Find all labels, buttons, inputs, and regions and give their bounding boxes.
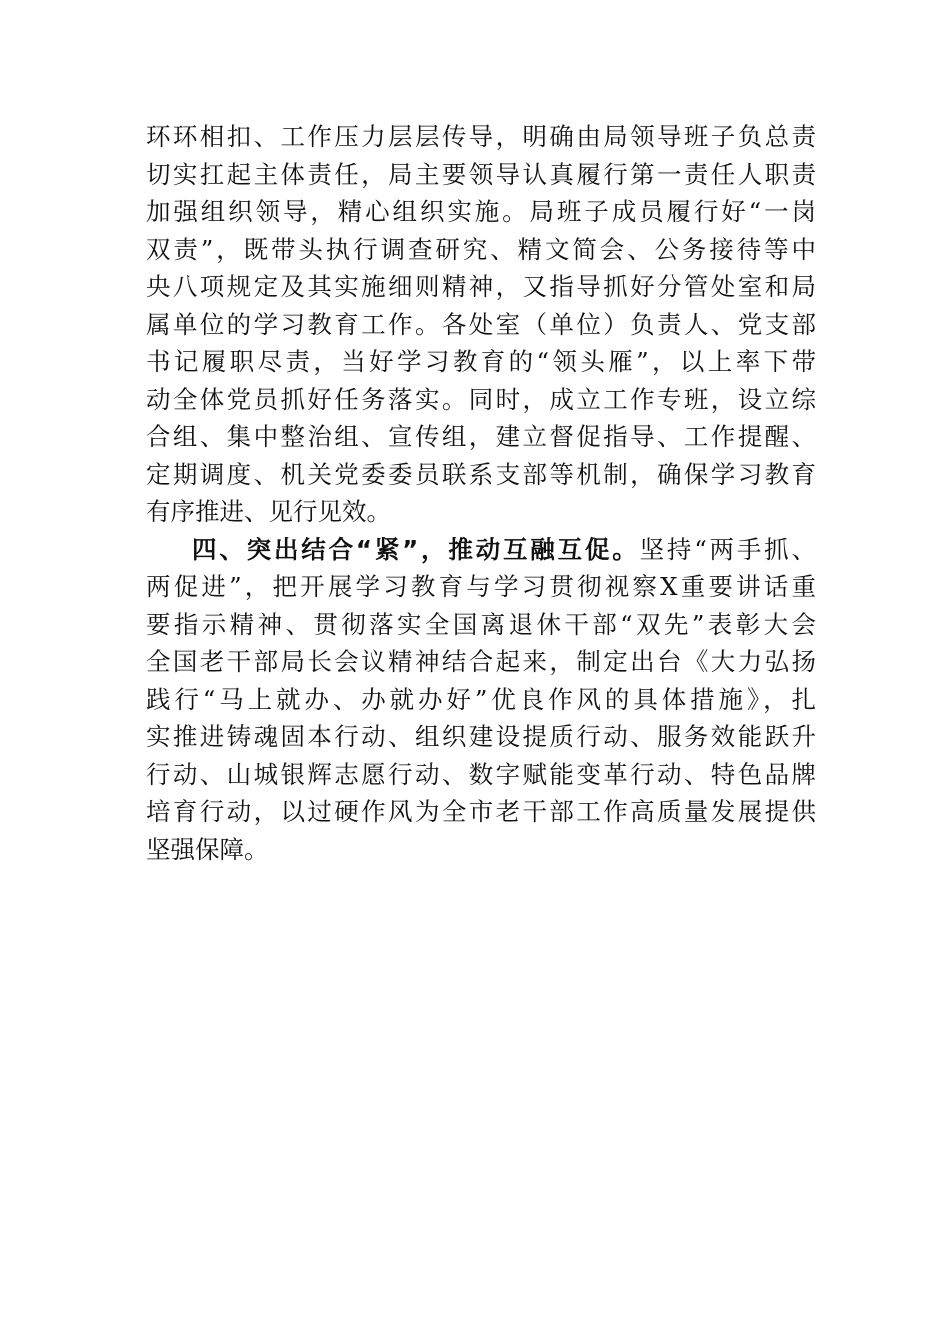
section-heading-continuation: 坚持“两手抓、: [639, 534, 816, 564]
text-line: 定期调度、机关党委委员联系支部等机制，确保学习教育: [146, 459, 816, 489]
text-line: 有序推进、见行见效。: [146, 497, 391, 526]
text-line: 坚强保障。: [146, 834, 269, 864]
text-line: 两促进”，把开展学习教育与学习贯彻视察X重要讲话重: [146, 572, 816, 601]
text-line: 加强组织领导，精心组织实施。局班子成员履行好“一岗: [146, 197, 816, 226]
text-line: 培育行动，以过硬作风为全市老干部工作高质量发展提供: [146, 797, 816, 826]
text-line: 行动、山城银辉志愿行动、数字赋能变革行动、特色品牌: [146, 759, 816, 789]
text-line: 合组、集中整治组、宣传组，建立督促指导、工作提醒、: [146, 422, 816, 451]
text-line: 书记履职尽责，当好学习教育的“领头雁”，以上率下带: [146, 347, 816, 376]
text-line: 全国老干部局长会议精神结合起来，制定出台《大力弘扬: [146, 647, 816, 676]
paragraph-integration: [146, 531, 816, 869]
text-line: 环环相扣、工作压力层层传导，明确由局领导班子负总责: [146, 122, 816, 151]
text-line: 央八项规定及其实施细则精神，又指导抓好分管处室和局: [146, 272, 816, 301]
text-line: 践行“马上就办、办就办好”优良作风的具体措施》，扎: [146, 684, 816, 714]
paragraph-responsibility: [146, 118, 816, 531]
text-line: 双责”，既带头执行调查研究、精文简会、公务接待等中: [146, 234, 816, 264]
text-line: 要指示精神、贯彻落实全国离退休干部“双先”表彰大会: [146, 609, 816, 639]
text-line: 属单位的学习教育工作。各处室（单位）负责人、党支部: [146, 309, 816, 339]
document-body: [146, 118, 816, 868]
section-heading: 四、突出结合“紧”，推动互融互促。: [192, 534, 640, 564]
section-heading-line: [146, 531, 816, 569]
text-line: 切实扛起主体责任，局主要领导认真履行第一责任人职责: [146, 159, 816, 189]
text-line: 实推进铸魂固本行动、组织建设提质行动、服务效能跃升: [146, 722, 816, 751]
text-line: 动全体党员抓好任务落实。同时，成立工作专班，设立综: [146, 384, 816, 414]
